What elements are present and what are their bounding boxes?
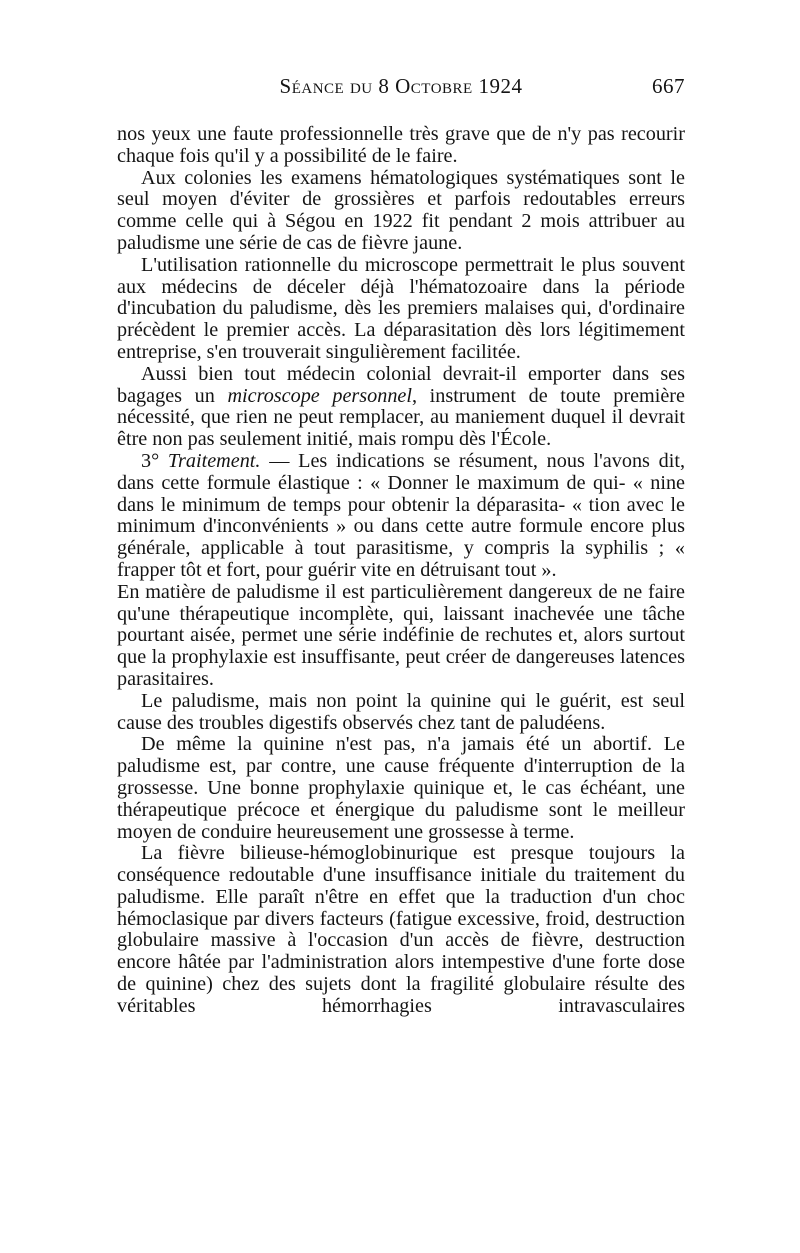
paragraph-continued: nos yeux une faute professionnelle très grave que de n'y pas recourir chaque fois qu'il y a possibilité de le faire. — [117, 123, 685, 167]
paragraph-traitement — [117, 451, 685, 582]
paragraph-grossesse: De même la quinine n'est pas, n'a jamais été un abortif. Le paludisme est, par contre, une cause fréquente d'interruption de la grossesse. Une bonne prophylaxie quinique et, le cas échéant, une thérapeutique précoce et énergique du paludisme sont le meilleur moyen de conduire heureusement une grossesse à terme. — [117, 733, 685, 843]
paragraph-troubles-digestifs: Le paludisme, mais non point la quinine qui le guérit, est seul cause des troubles digestifs observés chez tant de paludéens. — [117, 689, 685, 734]
paragraph-text: — Les indications se résument, nous l'avons dit, dans cette formule élastique : « Donner le maximum de qui- « nine dans le minimum de temps pour obtenir la déparasita- « tion avec le minimum d'inconvénients » ou dans cette autre formule encore plus générale, applicable à tout parasitisme, y compris la syphilis ; « frapper tôt et fort, pour guérir vite en détruisant tout ». — [117, 449, 686, 581]
page-number: 667 — [652, 74, 685, 98]
header-title: Séance du 8 Octobre 1924 — [279, 74, 523, 98]
section-number: 3° — [141, 449, 168, 472]
body-text — [117, 124, 685, 1018]
section-heading: Traitement. — [167, 449, 261, 472]
paragraph-medecin-colonial — [117, 364, 685, 451]
paragraph-text: , instrument de toute première nécessité, que rien ne peut remplacer, au maniement duquel il devrait être non pas seulement initié, mais rompu dès l'École. — [117, 384, 685, 451]
paragraph-text: Aussi bien tout médecin colonial devrait-il emporter dans ses bagages un — [117, 362, 685, 407]
running-header — [117, 74, 685, 104]
paragraph-therapeutique: En matière de paludisme il est particulièrement dangereux de ne faire qu'une thérapeutique incomplète, qui, laissant inachevée une tâche pourtant aisée, permet une série indéfinie de rechutes et, alors surtout que la prophylaxie est insuffisante, peut créer de dangereuses latences parasitaires. — [117, 580, 685, 690]
paragraph-colonies: Aux colonies les examens hématologiques systématiques sont le seul moyen d'éviter de grossières et parfois redoutables erreurs comme celle qui à Ségou en 1922 fit pendant 2 mois attribuer au paludisme une série de cas de fièvre jaune. — [117, 166, 685, 254]
paragraph-fievre-bilieuse: La fièvre bilieuse-hémoglobinurique est presque toujours la conséquence redoutable d'une insuffisance initiale du traitement du paludisme. Elle paraît n'être en effet que la traduction d'un choc hémoclasique par divers facteurs (fatigue excessive, froid, destruction globulaire massive à l'occasion d'un accès de fièvre, destruction encore hâtée par l'administration alors intempestive d'une forte dose de quinine) chez des sujets dont la fragilité globulaire résulte des véritables hémorrhagies intravasculaires — [117, 842, 685, 1017]
italic-phrase: microscope personnel — [227, 384, 412, 407]
paragraph-microscope: L'utilisation rationnelle du microscope permettrait le plus souvent aux médecins de déceler déjà l'hématozoaire dans la période d'incubation du paludisme, dès les premiers malaises qui, d'ordinaire précèdent le premier accès. La déparasitation dès lors légitimement entreprise, s'en trouverait singulièrement facilitée. — [117, 253, 685, 363]
